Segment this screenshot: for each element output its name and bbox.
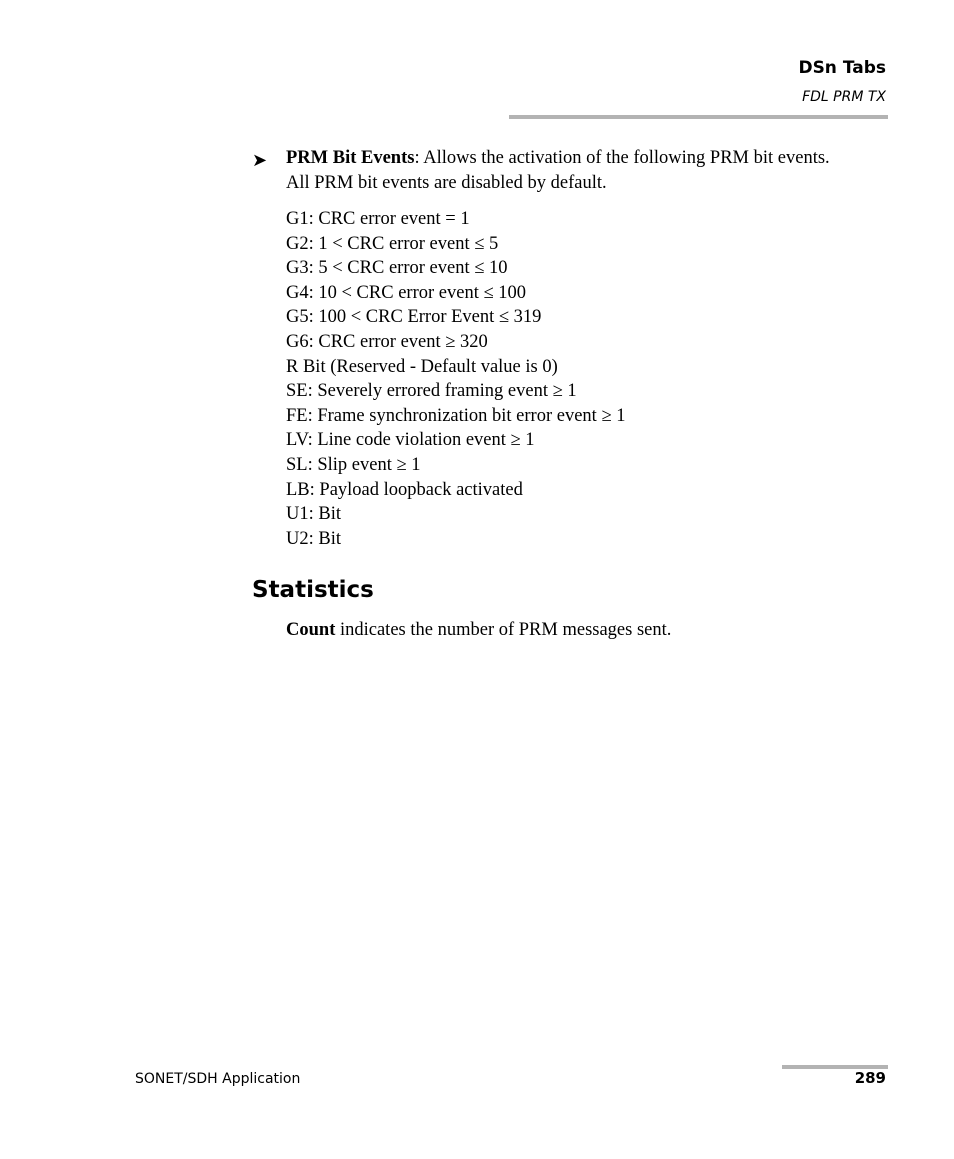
list-item: G1: CRC error event = 1 xyxy=(286,209,470,229)
list-item: G5: 100 < CRC Error Event ≤ 319 xyxy=(286,307,542,328)
count-term: Count xyxy=(286,620,336,640)
list-item: SL: Slip event ≥ 1 xyxy=(286,454,421,475)
list-item: LB: Payload loopback activated xyxy=(286,479,523,500)
list-item: SE: Severely errored framing event ≥ 1 xyxy=(286,381,577,402)
statistics-heading: Statistics xyxy=(252,577,374,603)
prm-bit-events-term: PRM Bit Events xyxy=(286,148,415,168)
page-number: 289 xyxy=(854,1069,886,1087)
list-item: G4: 10 < CRC error event ≤ 100 xyxy=(286,282,526,303)
list-item: G2: 1 < CRC error event ≤ 5 xyxy=(286,233,499,254)
prm-bit-events-paragraph xyxy=(286,146,830,195)
statistics-paragraph xyxy=(286,618,671,643)
list-item: U2: Bit xyxy=(286,528,341,549)
prm-bit-events-line-2: All PRM bit events are disabled by default. xyxy=(286,172,607,193)
prm-bit-events-line-1 xyxy=(286,146,830,171)
bullet-arrow-icon: ➤ xyxy=(252,150,268,171)
list-item: G3: 5 < CRC error event ≤ 10 xyxy=(286,258,508,279)
prm-bit-event-list xyxy=(286,207,625,551)
prm-bit-events-description: : Allows the activation of the following PRM bit events. xyxy=(414,148,830,168)
header-divider xyxy=(509,115,888,119)
count-description: indicates the number of PRM messages sent. xyxy=(335,620,672,640)
list-item: FE: Frame synchronization bit error event ≥ 1 xyxy=(286,405,626,426)
list-item: U1: Bit xyxy=(286,504,341,525)
running-header-title: DSn Tabs xyxy=(798,58,886,78)
list-item: R Bit (Reserved - Default value is 0) xyxy=(286,356,558,377)
footer-document-title: SONET/SDH Application xyxy=(135,1071,301,1087)
list-item: LV: Line code violation event ≥ 1 xyxy=(286,430,535,451)
list-item: G6: CRC error event ≥ 320 xyxy=(286,331,488,352)
running-header-subtitle: FDL PRM TX xyxy=(802,89,886,105)
